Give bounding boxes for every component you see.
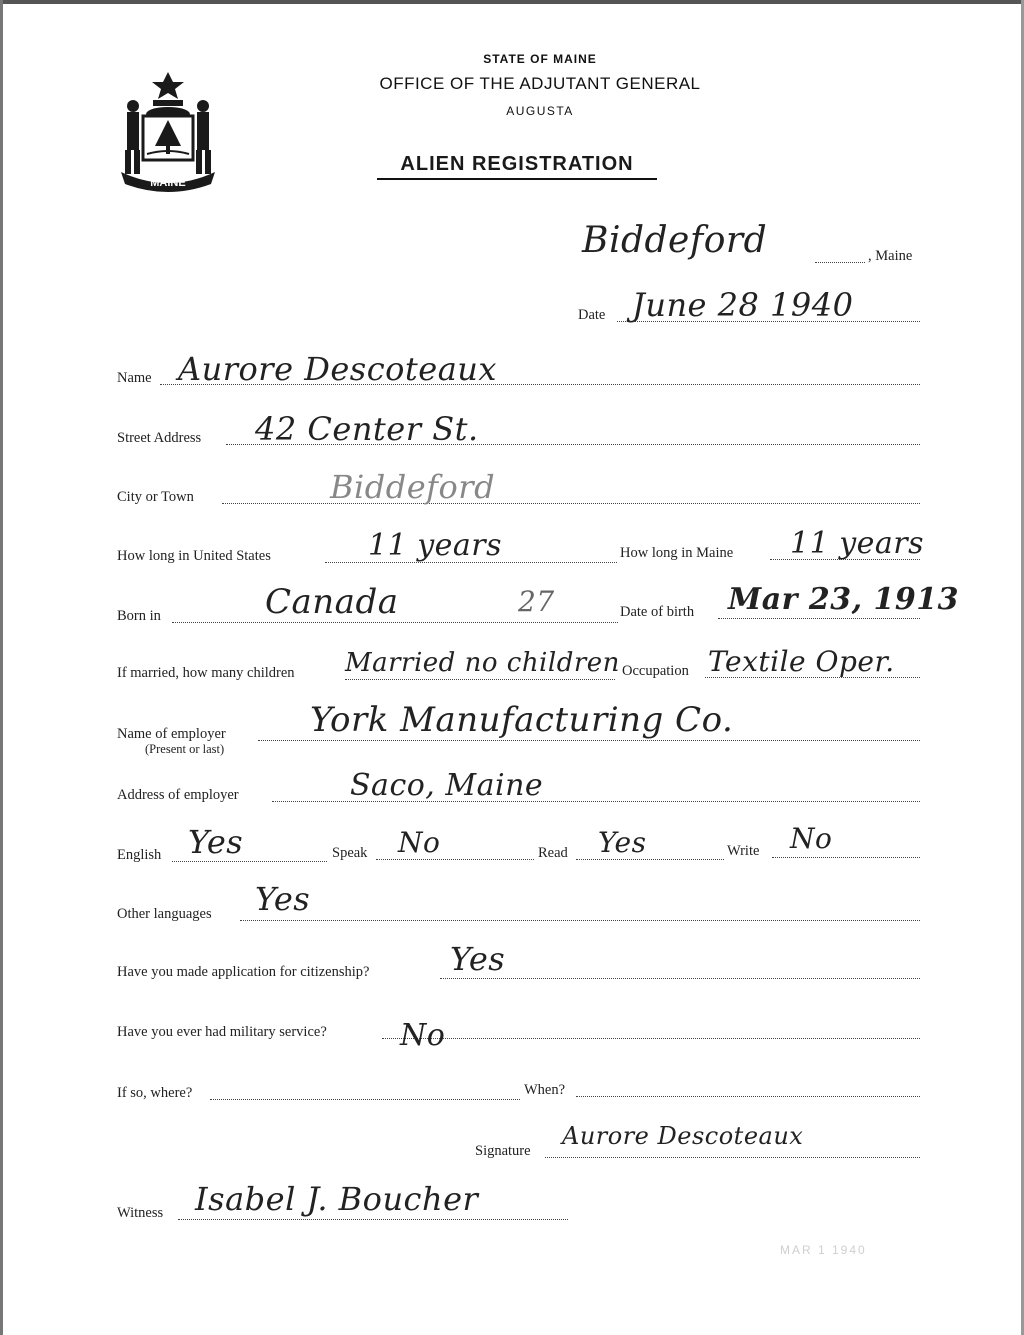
street-label: Street Address — [117, 430, 202, 446]
town-state-label: , Maine — [868, 248, 913, 264]
married-label: If married, how many children — [117, 665, 295, 681]
dob-entry: Mar 23, 1913 — [728, 582, 960, 617]
employer-address-entry: Saco, Maine — [350, 768, 544, 803]
scan-edge-left — [0, 0, 3, 1335]
signature-line — [545, 1157, 920, 1158]
employer-entry: York Manufacturing Co. — [310, 700, 734, 740]
employer-note: (Present or last) — [145, 742, 225, 756]
occupation-entry: Textile Oper. — [708, 645, 895, 678]
signature-label: Signature — [475, 1143, 531, 1159]
maine-state-seal-icon — [113, 68, 223, 192]
military-label: Have you ever had military service? — [117, 1024, 327, 1040]
where-label: If so, where? — [117, 1085, 193, 1101]
read-label: Read — [538, 845, 568, 861]
city-label: City or Town — [117, 489, 194, 505]
where-line — [210, 1099, 520, 1100]
speak-line — [376, 859, 534, 860]
military-entry: No — [400, 1018, 446, 1053]
born-label: Born in — [117, 608, 161, 624]
born-line — [172, 622, 618, 623]
when-line — [576, 1096, 920, 1097]
us-duration-entry: 11 years — [368, 528, 503, 563]
office-heading: OFFICE OF THE ADJUTANT GENERAL — [379, 74, 701, 93]
other-languages-entry: Yes — [255, 880, 311, 918]
military-line — [382, 1038, 920, 1039]
name-label: Name — [117, 370, 152, 386]
witness-label: Witness — [117, 1205, 164, 1221]
other-languages-line — [240, 920, 920, 921]
faded-date-stamp: MAR 1 1940 — [780, 1243, 867, 1257]
citizenship-label: Have you made application for citizenship? — [117, 964, 370, 980]
date-entry: June 28 1940 — [632, 286, 854, 324]
title-underline — [377, 178, 657, 180]
english-entry: Yes — [188, 823, 244, 861]
date-label: Date — [578, 307, 606, 323]
city-entry: Biddeford — [330, 468, 496, 506]
scan-edge-top — [0, 0, 1024, 4]
dob-label: Date of birth — [620, 604, 695, 620]
form-title: ALIEN REGISTRATION — [400, 153, 634, 175]
married-entry: Married no children — [345, 648, 620, 678]
citizenship-entry: Yes — [450, 940, 506, 978]
witness-entry: Isabel J. Boucher — [195, 1180, 479, 1218]
citizenship-line — [440, 978, 920, 979]
street-entry: 42 Center St. — [255, 410, 479, 448]
employer-line — [258, 740, 920, 741]
maine-duration-label: How long in Maine — [620, 545, 734, 561]
dob-line — [718, 618, 920, 619]
speak-label: Speak — [332, 845, 368, 861]
when-label: When? — [524, 1082, 566, 1098]
city-heading: AUGUSTA — [506, 104, 574, 118]
occupation-label: Occupation — [622, 663, 689, 679]
us-duration-label: How long in United States — [117, 548, 271, 564]
signature-entry: Aurore Descoteaux — [562, 1122, 804, 1150]
write-entry: No — [790, 822, 833, 855]
read-line — [576, 859, 724, 860]
name-entry: Aurore Descoteaux — [178, 350, 497, 388]
speak-entry: No — [398, 826, 441, 859]
state-heading: STATE OF MAINE — [483, 52, 597, 66]
age-entry: 27 — [518, 585, 555, 618]
town-line — [815, 262, 865, 263]
seal-banner-text: MAINE — [150, 177, 186, 189]
town-entry: Biddeford — [582, 220, 768, 261]
employer-label: Name of employer — [117, 726, 226, 742]
english-line — [172, 861, 327, 862]
born-entry: Canada — [265, 582, 399, 622]
read-entry: Yes — [598, 826, 647, 859]
write-line — [772, 857, 920, 858]
city-line — [222, 503, 920, 504]
english-label: English — [117, 847, 162, 863]
witness-line — [178, 1219, 568, 1220]
other-languages-label: Other languages — [117, 906, 212, 922]
married-line — [345, 679, 615, 680]
write-label: Write — [727, 843, 760, 859]
employer-address-label: Address of employer — [117, 787, 239, 803]
maine-duration-entry: 11 years — [790, 526, 925, 561]
